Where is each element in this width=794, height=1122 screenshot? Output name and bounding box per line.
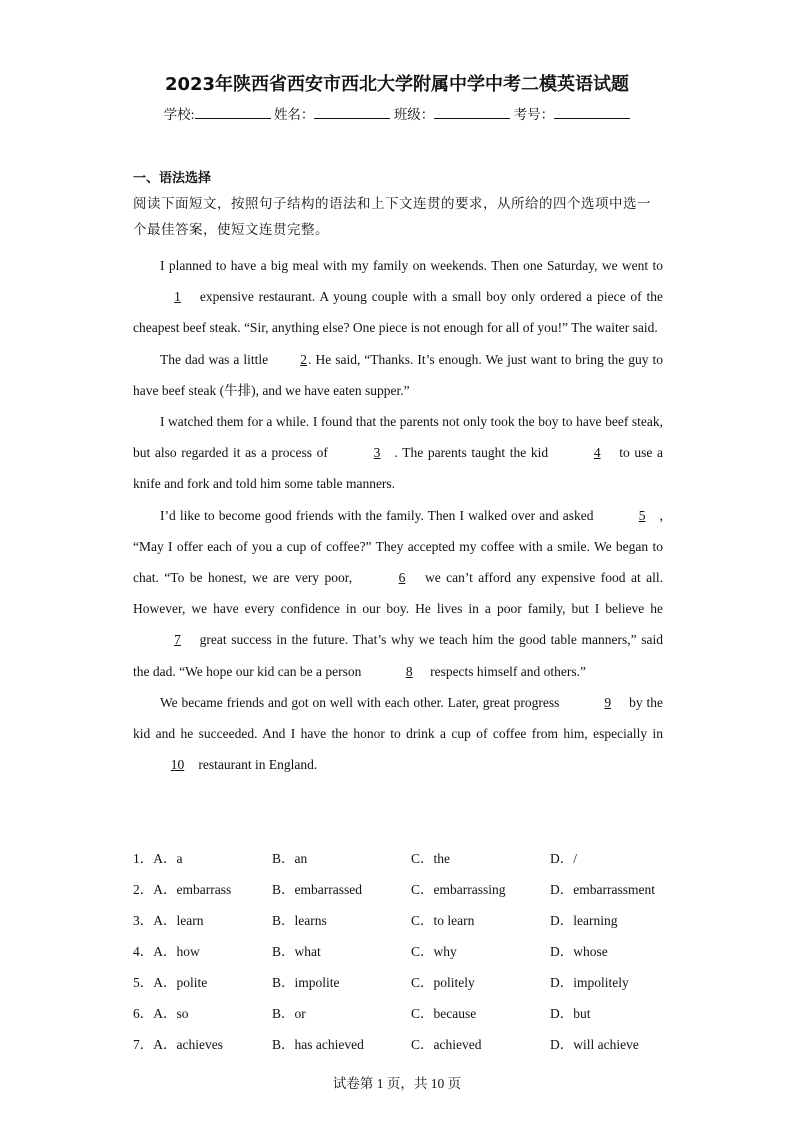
option-b[interactable]: B．embarrassed xyxy=(272,881,362,897)
paragraph-2: The dad was a little 2. He said, “Thanks. It’s enough. We just want to bring the guy to have beef steak (牛排), and we have eaten supper.” xyxy=(133,344,663,406)
option-a[interactable]: 3．A．learn xyxy=(133,912,204,928)
option-row xyxy=(133,841,693,872)
option-c[interactable]: C．the xyxy=(411,850,450,866)
option-c[interactable]: C．because xyxy=(411,1006,477,1022)
answer-options xyxy=(133,841,693,1059)
number-label: 考号： xyxy=(513,107,555,122)
option-a[interactable]: 7．A．achieves xyxy=(133,1037,223,1053)
section-title: 一、语法选择 xyxy=(133,171,212,186)
number-blank xyxy=(554,106,630,119)
option-b[interactable]: B．what xyxy=(272,943,321,959)
paragraph-5: We became friends and got on well with each other. Later, great progress 9 by the kid and he succeeded. And I have the honor to drink a cup of coffee from him, especially in 10 restaurant in England. xyxy=(133,687,663,781)
blank-3: 3 xyxy=(373,445,381,461)
class-label: 班级： xyxy=(393,107,435,122)
option-c[interactable]: C．achieved xyxy=(411,1037,482,1053)
option-a[interactable]: 6．A．so xyxy=(133,1006,189,1022)
option-d[interactable]: D．/ xyxy=(550,850,577,866)
option-a[interactable]: 2．A．embarrass xyxy=(133,881,232,897)
paragraph-3: I watched them for a while. I found that the parents not only took the boy to have beef steak, but also regarded it as a process of 3 . The parents taught the kid 4 to use a knife and fork and told him some table manners. xyxy=(133,414,663,492)
blank-4: 4 xyxy=(593,445,601,461)
option-c[interactable]: C．politely xyxy=(411,974,475,990)
name-blank xyxy=(314,106,390,119)
student-info-line xyxy=(0,103,794,123)
name-label: 姓名： xyxy=(273,107,315,122)
option-a[interactable]: 1．A．a xyxy=(133,850,183,866)
school-label: 学校: xyxy=(163,107,195,122)
option-b[interactable]: B．or xyxy=(272,1006,306,1022)
class-blank xyxy=(434,106,510,119)
option-b[interactable]: B．learns xyxy=(272,912,327,928)
option-d[interactable]: D．embarrassment xyxy=(550,881,655,897)
option-c[interactable]: C．embarrassing xyxy=(411,881,506,897)
option-b[interactable]: B．has achieved xyxy=(272,1037,364,1053)
page-footer: 试卷第 1 页，共 10 页 xyxy=(332,1076,462,1091)
paragraph-1: I planned to have a big meal with my family on weekends. Then one Saturday, we went to 1 expensive restaurant. A young couple with a small boy only ordered a piece of the cheapest beef steak. “Sir, anything else? One piece is not enough for all of you!” The waiter said. xyxy=(133,258,663,336)
option-b[interactable]: B．impolite xyxy=(272,974,340,990)
option-a[interactable]: 4．A．how xyxy=(133,943,200,959)
option-row xyxy=(133,934,693,965)
school-blank xyxy=(195,106,271,119)
blank-10: 10 xyxy=(170,757,185,773)
blank-5: 5 xyxy=(638,507,646,523)
option-c[interactable]: C．to learn xyxy=(411,912,475,928)
option-row xyxy=(133,996,693,1027)
option-row xyxy=(133,1028,693,1059)
option-b[interactable]: B．an xyxy=(272,850,308,866)
option-d[interactable]: D．impolitely xyxy=(550,974,629,990)
option-d[interactable]: D．but xyxy=(550,1006,591,1022)
instructions: 阅读下面短文，按照句子结构的语法和上下文连贯的要求，从所给的四个选项中选一个最佳答案，使短文连贯完整。 xyxy=(133,196,651,237)
passage xyxy=(133,250,663,780)
blank-2: 2 xyxy=(300,351,307,367)
option-c[interactable]: C．why xyxy=(411,943,457,959)
option-d[interactable]: D．learning xyxy=(550,912,618,928)
option-row xyxy=(133,903,693,934)
blank-8: 8 xyxy=(405,663,413,679)
option-row xyxy=(133,872,693,903)
option-d[interactable]: D．will achieve xyxy=(550,1037,639,1053)
exam-title: 2023年陕西省西安市西北大学附属中学中考二模英语试题 xyxy=(164,74,630,95)
blank-9: 9 xyxy=(604,694,612,710)
option-row xyxy=(133,965,693,996)
blank-6: 6 xyxy=(398,570,406,586)
blank-1: 1 xyxy=(174,289,181,305)
paragraph-4: I’d like to become good friends with the family. Then I walked over and asked 5 , “May I offer each of you a cup of coffee?” They accepted my coffee with a smile. We began to chat. “To be honest, we are very poor, 6 we can’t afford any expensive food at all. However, we have every confidence in our boy. He lives in a poor family, but I believe he 7 great success in the future. That’s why we teach him the good table manners,” said the dad. “We hope our kid can be a person 8 respects himself and others.” xyxy=(133,500,663,687)
option-a[interactable]: 5．A．polite xyxy=(133,974,208,990)
option-d[interactable]: D．whose xyxy=(550,943,608,959)
blank-7: 7 xyxy=(174,632,181,648)
